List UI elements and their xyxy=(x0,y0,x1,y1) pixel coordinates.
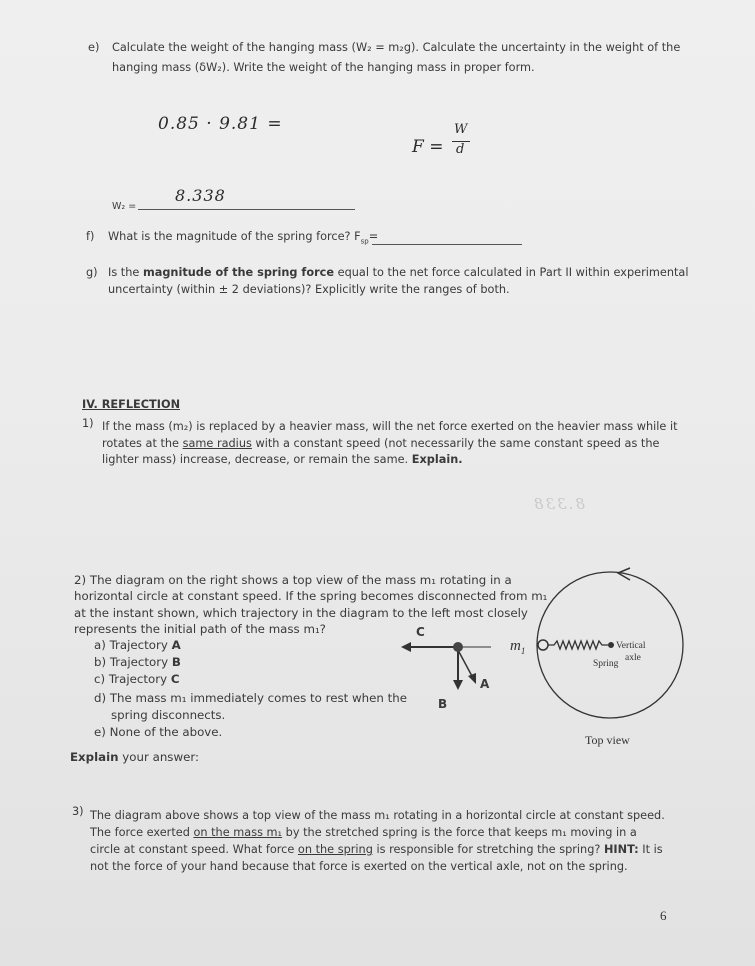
q2-option-e: e) None of the above. xyxy=(94,725,223,739)
q2-explain xyxy=(70,749,199,765)
part-g-line1-a: Is the xyxy=(108,266,143,279)
q3-line2-underlined: on the mass m₁ xyxy=(193,826,283,839)
trajectory-diagram xyxy=(395,620,505,720)
trajectory-label-a: A xyxy=(480,677,490,691)
reflection-q1-line3-a: lighter mass) increase, decrease, or remain the same. xyxy=(102,453,412,466)
axle-label-line2: axle xyxy=(625,653,641,663)
reflection-q1-line3-bold: Explain. xyxy=(411,453,463,466)
part-f-text: What is the magnitude of the spring force? F xyxy=(108,230,361,243)
part-e-text-line1: Calculate the weight of the hanging mass (W₂ = m₂g). Calculate the uncertainty in the weight of the xyxy=(112,41,681,54)
top-view-caption: Top view xyxy=(585,733,630,747)
handwritten-formula-numerator: W xyxy=(454,122,468,137)
handwritten-formula: F = xyxy=(412,137,444,157)
mass-m1-dot xyxy=(538,640,548,650)
q2-option-d-line1: d) The mass m₁ immediately comes to rest when the xyxy=(94,691,407,705)
part-g-line1-bold: magnitude of the spring force xyxy=(142,266,335,279)
q2-option-b xyxy=(94,654,181,670)
page-number: 6 xyxy=(660,908,667,923)
trajectory-label-c: C xyxy=(416,625,425,639)
q3-line2-a: The force exerted xyxy=(90,826,194,839)
q2-option-b-letter: B xyxy=(171,655,181,669)
w2-handwritten-answer: 8.338 xyxy=(175,186,226,205)
bleed-through-handwriting: 8.338 xyxy=(532,495,585,513)
reflection-heading: IV. REFLECTION xyxy=(82,398,181,411)
trajectory-label-b: B xyxy=(438,697,448,711)
q3-line3 xyxy=(90,842,663,858)
q2-line4: represents the initial path of the mass m₁? xyxy=(74,622,326,636)
part-f-eq: = xyxy=(368,230,379,243)
q3-line2 xyxy=(90,825,637,841)
handwritten-formula-denominator: d xyxy=(456,142,465,157)
reflection-q1-line1: If the mass (m₂) is replaced by a heavier mass, will the net force exerted on the heavier mass while it xyxy=(102,420,678,433)
mass-m1-letter: m xyxy=(510,638,521,654)
spring-label: Spring xyxy=(593,659,619,669)
part-f-question xyxy=(108,229,378,249)
q3-line3-a: circle at constant speed. What force xyxy=(90,843,298,856)
q3-hint-bold: HINT: xyxy=(603,843,639,856)
q3-line4: not the force of your hand because that force is exerted on the vertical axle, not on the spring. xyxy=(90,860,628,873)
q2-option-c-letter: C xyxy=(170,672,180,686)
q3-line1: The diagram above shows a top view of the mass m₁ rotating in a horizontal circle at constant speed. xyxy=(90,809,665,822)
part-e-label: e) xyxy=(88,41,100,54)
handwritten-calculation: 0.85 · 9.81 = xyxy=(158,114,283,134)
w2-answer-line xyxy=(138,209,355,210)
trajectory-mass-dot xyxy=(453,642,463,652)
q3-line3-underlined: on the spring xyxy=(297,843,373,856)
part-f-subscript: sp xyxy=(360,237,369,246)
vertical-axle-dot xyxy=(608,642,614,648)
q3-line3-c: It is xyxy=(638,843,663,856)
q2-option-a xyxy=(94,637,181,653)
q3-label: 3) xyxy=(72,805,84,818)
q2-line2: horizontal circle at constant speed. If the spring becomes disconnected from m₁ xyxy=(74,589,548,603)
part-g-label: g) xyxy=(86,266,98,279)
q2-explain-bold: Explain xyxy=(70,750,119,764)
q3-line3-b: is responsible for stretching the spring? xyxy=(372,843,604,856)
part-g-line1-b: equal to the net force calculated in Part II within experimental xyxy=(334,266,689,279)
mass-m1-subscript: 1 xyxy=(520,646,526,656)
trajectory-a-arrowhead xyxy=(468,673,476,684)
q2-option-a-letter: A xyxy=(171,638,181,652)
trajectory-b-arrowhead xyxy=(453,680,463,690)
part-e-text-line2: hanging mass (δW₂). Write the weight of the hanging mass in proper form. xyxy=(112,61,535,74)
reflection-q1-line3 xyxy=(102,452,463,468)
part-g-line1 xyxy=(108,265,689,281)
q2-option-b-prefix: b) Trajectory xyxy=(94,655,172,669)
q2-line1: 2) The diagram on the right shows a top view of the mass m₁ rotating in a xyxy=(74,573,512,587)
q3-line2-b: by the stretched spring is the force that keeps m₁ moving in a xyxy=(282,826,637,839)
w2-label: W₂ = xyxy=(112,201,137,212)
reflection-q1-line2-underlined: same radius xyxy=(182,437,252,450)
part-g-line2: uncertainty (within ± 2 deviations)? Explicitly write the ranges of both. xyxy=(108,283,510,296)
reflection-q1-line2 xyxy=(102,436,659,452)
reflection-q1-line2-a: rotates at the xyxy=(102,437,183,450)
q2-option-c-prefix: c) Trajectory xyxy=(94,672,171,686)
reflection-q1-label: 1) xyxy=(82,417,94,430)
mass-m1-label xyxy=(510,638,525,656)
q2-option-a-prefix: a) Trajectory xyxy=(94,638,172,652)
q2-explain-rest: your answer: xyxy=(118,750,199,764)
spring-zigzag xyxy=(548,641,608,649)
q2-line3: at the instant shown, which trajectory in the diagram to the left most closely xyxy=(74,606,528,620)
part-f-answer-line xyxy=(372,244,522,245)
trajectory-c-arrowhead xyxy=(401,642,411,652)
part-f-label: f) xyxy=(86,230,95,243)
q2-option-d-line2: spring disconnects. xyxy=(111,708,226,722)
axle-label-line1: Vertical xyxy=(616,641,646,651)
trajectory-a-arrow xyxy=(458,650,473,678)
reflection-q1-line2-b: with a constant speed (not necessarily the same constant speed as the xyxy=(251,437,660,450)
q2-option-c xyxy=(94,671,180,687)
